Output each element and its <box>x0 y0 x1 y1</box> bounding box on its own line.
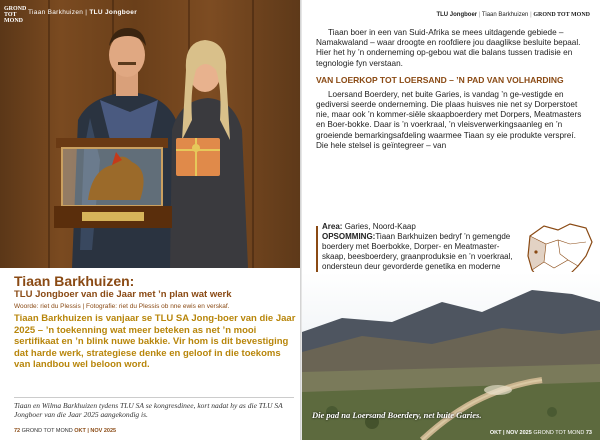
article-headline-block <box>14 273 298 371</box>
photo-caption-right: Die pad na Loersand Boerdery, net buite Garies. <box>312 410 482 420</box>
facts-summary-value: Tiaan Barkhuizen bedryf ’n gemengde boerdery met Boerbokke, Dorper- en Meatmaster-skaap, beesboerdery, graanproduksie en ’n voerkraal, ondersteun deur gevorderde genetika en moderne <box>322 232 513 271</box>
right-page <box>302 0 600 440</box>
intro-paragraph: Tiaan boer in een van Suid-Afrika se mees uitdagende gebiede – Namakwaland – waar droogte en roofdiere jou daaglikse besluite bepaal. Hier het hy ’n onderneming op-gebou wat die balans tussen tradisie en tegnologie fyn verstaan. <box>316 28 581 68</box>
award-photo <box>0 0 300 268</box>
footer-mag-left: GROND TOT MOND <box>21 428 73 434</box>
footer-issue-left: OKT | NOV 2025 <box>74 428 117 434</box>
article-title: Tiaan Barkhuizen: <box>14 273 135 289</box>
photo-caption-left: Tiaan en Wilma Barkhuizen tydens TLU SA se kongresdinee, kort nadat hy as die TLU SA Jongboer van die Jaar 2025 aangekondig is. <box>14 397 294 419</box>
footer-mag-right: GROND TOT MOND <box>533 430 585 436</box>
body-paragraph: Loersand Boerdery, net buite Garies, is vandag ’n ge-vestigde en gediversi seerde onderneming. Die plaas huisves nie net sy Dorperstoet nie, maar ook ’n kommer-siële skaapboerdery met Dorpers, Meatmasters en Boer-bokke. Daar is ’n voerkraal, ’n vleisverwerkingsaanleg en ’n groeiende bemarkingsafdeling waarmee Tiaan sy eie produkte verspreí. Die hele stelsel is geïntegreer – van <box>316 89 582 150</box>
article-body <box>316 28 590 153</box>
page-number-right: 73 <box>585 430 592 436</box>
award-photo-illustration <box>0 0 300 268</box>
magazine-logo: GROND TOT MOND <box>4 6 27 24</box>
section-heading: VAN LOERKOP TOT LOERSAND – ’N PAD VAN VOLHARDING <box>316 74 564 85</box>
facts-summary-label: OPSOMMING: <box>322 232 376 241</box>
header-section-right: TLU Jongboer <box>436 12 478 18</box>
page-number-left: 72 <box>14 428 21 434</box>
facts-area-value: Garies, Noord-Kaap <box>344 222 416 231</box>
header-name: Tiaan Barkhuizen <box>28 9 84 16</box>
footer-left <box>14 428 116 434</box>
footer-issue-right: OKT | NOV 2025 <box>489 430 532 436</box>
article-credits: Woorde: riet du Plessis | Fotografie: riet du Plessis ob nne ewis en verskaf. <box>14 303 230 310</box>
footer-right <box>490 430 592 436</box>
magazine-logo-right: GROND TOT MOND <box>533 12 590 18</box>
article-subtitle: TLU Jongboer van die Jaar met ’n plan wat werk <box>14 289 232 300</box>
header-section: TLU Jongboer <box>89 9 138 16</box>
article-lead: Tiaan Barkhuizen is vanjaar se TLU SA Jong-boer van die Jaar 2025 – ’n toekenning wat meer beteken as net ’n mooi sertifikaat en ’n blink nuwe bakkie. Vir hom is dit bevestiging dat harde werk, strategiese denke en geloof in die toekoms van landbou wel beloon word. <box>14 313 296 370</box>
running-header: Tiaan Barkhuizen | TLU Jongboer <box>28 9 138 16</box>
road-landscape-photo <box>302 272 600 440</box>
running-header-right: TLU Jongboer | Tiaan Barkhuizen | GROND TOT MOND <box>436 12 590 18</box>
facts-area-label: Area: <box>322 222 343 231</box>
header-name-right: Tiaan Barkhuizen <box>481 12 529 18</box>
